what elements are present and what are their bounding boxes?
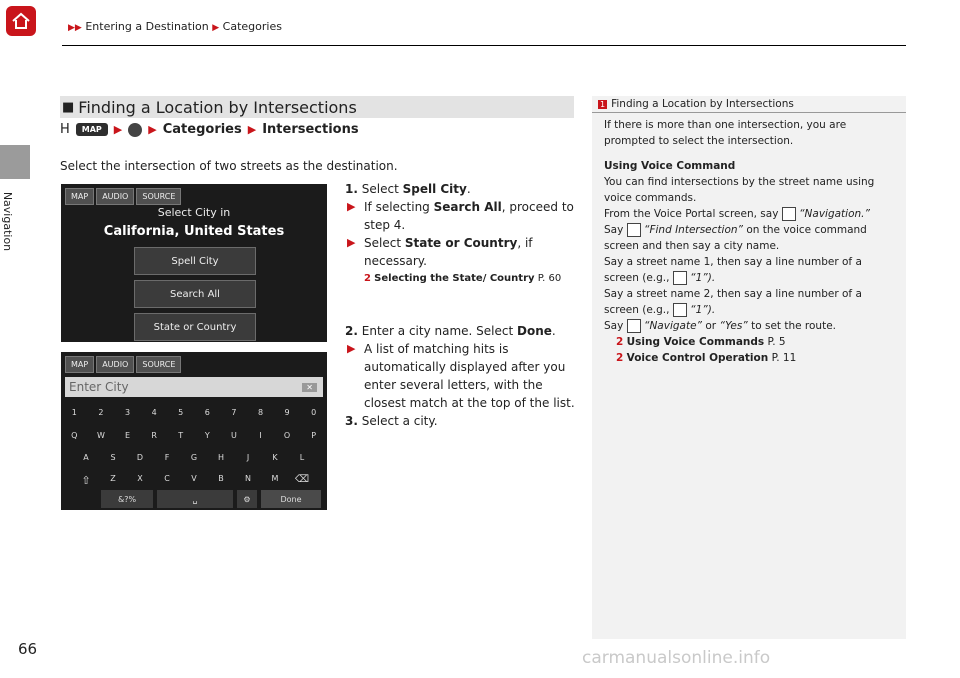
path-intersections: Intersections <box>262 122 359 137</box>
key: N <box>245 474 251 483</box>
key: T <box>178 431 184 440</box>
tab-source: SOURCE <box>136 188 181 205</box>
key: V <box>191 474 197 483</box>
screenshot-enter-city <box>61 352 327 510</box>
keyboard-row-qwerty <box>61 431 327 440</box>
tab-audio: AUDIO <box>96 356 134 373</box>
key: D <box>136 453 144 462</box>
key: B <box>218 474 224 483</box>
arrow-icon: ▶ <box>347 200 356 213</box>
note-paragraph: Say a street name 2, then say a line number of a screen (e.g., “1”). <box>604 288 862 316</box>
step-2 <box>345 322 575 340</box>
key: O <box>283 431 291 440</box>
keyboard-row-asdf <box>61 453 327 462</box>
breadcrumb-arrow-icon: ▶▶ <box>68 23 82 33</box>
note-heading <box>592 96 906 113</box>
reference-arrow-icon: 2 <box>364 273 371 284</box>
note-paragraph: Say “Navigate” or “Yes” to set the route. <box>604 320 837 332</box>
note-paragraph: Say “Find Intersection” on the voice command screen and then say a city name. <box>604 224 867 252</box>
screen-prompt: Select City in <box>157 206 231 219</box>
breadcrumb-item-entering[interactable]: Entering a Destination <box>85 20 209 33</box>
header-rule <box>62 45 906 46</box>
path-categories: Categories <box>162 122 242 137</box>
key: 6 <box>204 408 210 417</box>
key: 1 <box>71 408 77 417</box>
map-button: MAP <box>76 123 108 136</box>
key: P <box>311 431 317 440</box>
key: A <box>83 453 89 462</box>
state-or-country-button: State or Country <box>134 313 256 341</box>
side-label: Navigation <box>1 191 15 252</box>
settings-icon: ⚙ <box>237 490 257 508</box>
key: 5 <box>178 408 184 417</box>
path-arrow-icon: ▶ <box>247 123 257 136</box>
key: Q <box>71 431 78 440</box>
breadcrumb-arrow-icon: ▶ <box>212 23 220 33</box>
note-marker-icon: 1 <box>600 99 606 109</box>
reference-arrow-icon: 2 <box>616 336 624 348</box>
note-body <box>592 113 906 366</box>
navigation-path <box>60 122 359 137</box>
voice-talk-icon <box>782 207 796 221</box>
spell-city-button: Spell City <box>134 247 256 275</box>
arrow-icon: ▶ <box>347 342 356 355</box>
key: 3 <box>124 408 131 417</box>
home-symbol-icon: H <box>60 122 70 137</box>
backspace-icon: ⌫ <box>294 474 310 485</box>
step-text: Select a city. <box>361 414 438 428</box>
step-number: 2. <box>345 324 358 338</box>
key: F <box>164 453 170 462</box>
key: S <box>110 453 116 462</box>
voice-talk-icon <box>673 271 687 285</box>
path-arrow-icon: ▶ <box>148 123 157 136</box>
tab-source: SOURCE <box>136 356 181 373</box>
side-tab <box>0 145 30 179</box>
step-text: If selecting <box>364 200 434 214</box>
step-text: Select <box>361 182 403 196</box>
tab-audio: AUDIO <box>96 188 134 205</box>
home-icon <box>11 12 31 30</box>
step-bold: Spell City <box>402 182 467 196</box>
key: 4 <box>151 408 157 417</box>
step-1a <box>345 198 575 234</box>
step-text: A list of matching hits is automatically displayed after you enter several letters, with the closest match at the top of the list. <box>364 342 575 410</box>
note-reference-1[interactable]: 2 Using Voice Commands P. 5 <box>616 336 786 348</box>
search-all-button: Search All <box>134 280 256 308</box>
note-paragraph: From the Voice Portal screen, say “Navigation.” <box>604 208 870 220</box>
voice-heading: Using Voice Command <box>604 160 736 172</box>
step-1-reference[interactable] <box>345 270 575 288</box>
search-icon <box>128 123 142 137</box>
step-bold: State or Country <box>404 236 518 250</box>
reference-link[interactable]: Selecting the State/ Country <box>374 273 535 284</box>
step-text: , proceed to step 4. <box>364 200 574 232</box>
note-paragraph: Say a street name 1, then say a line number of a screen (e.g., “1”). <box>604 256 862 284</box>
done-key: Done <box>261 490 321 508</box>
breadcrumb <box>68 20 282 33</box>
reference-page: P. 60 <box>537 273 562 284</box>
key: X <box>137 474 143 483</box>
step-text: . <box>466 182 471 196</box>
note-paragraph: You can find intersections by the street name using voice commands. <box>604 176 875 204</box>
step-text: Enter a city name. Select <box>361 324 517 338</box>
keyboard-bottom-row <box>101 490 321 508</box>
key: I <box>259 431 262 440</box>
enter-city-placeholder: Enter City <box>69 380 129 394</box>
key: C <box>164 474 170 483</box>
key: Z <box>110 474 116 483</box>
step-number: 1. <box>345 182 358 196</box>
key: E <box>124 431 131 440</box>
step-text: Select <box>364 236 405 250</box>
key: R <box>151 431 157 440</box>
key: K <box>272 453 278 462</box>
key: M <box>271 474 279 483</box>
voice-talk-icon <box>627 223 641 237</box>
enter-city-field <box>65 377 323 397</box>
path-arrow-icon: ▶ <box>113 123 123 136</box>
tab-map: MAP <box>65 356 94 373</box>
voice-talk-icon <box>673 303 687 317</box>
step-1b <box>345 234 575 270</box>
breadcrumb-item-categories[interactable]: Categories <box>222 20 282 33</box>
step-1 <box>345 180 575 198</box>
watermark: carmanualsonline.info <box>582 648 771 668</box>
key: 2 <box>98 408 104 417</box>
key: 7 <box>231 408 237 417</box>
step-3 <box>345 412 575 430</box>
steps <box>345 180 575 430</box>
step-text: , if necessary. <box>364 236 533 268</box>
key: L <box>299 453 305 462</box>
keyboard-row-zxcv <box>61 474 327 487</box>
screen-tab-bar <box>65 188 181 205</box>
key: G <box>190 453 198 462</box>
step-bold: Done <box>517 324 552 338</box>
note-title: Finding a Location by Intersections <box>611 98 794 110</box>
voice-talk-icon <box>627 319 641 333</box>
arrow-icon: ▶ <box>347 236 356 249</box>
section-heading <box>60 96 574 118</box>
step-2a <box>345 340 575 412</box>
key: W <box>96 431 105 440</box>
intro-text: Select the intersection of two streets as the destination. <box>60 159 398 173</box>
key: 8 <box>257 408 264 417</box>
shift-icon: ⇧ <box>81 474 91 487</box>
step-number: 3. <box>345 414 358 428</box>
key: H <box>217 453 224 462</box>
section-title: Finding a Location by Intersections <box>78 97 357 117</box>
symbols-key: &?% <box>101 490 153 508</box>
note-reference-2[interactable]: 2 Voice Control Operation P. 11 <box>616 352 797 364</box>
reference-arrow-icon: 2 <box>616 352 624 364</box>
reference-link[interactable]: Using Voice Commands <box>626 336 765 348</box>
key: Y <box>204 431 210 440</box>
tab-map: MAP <box>65 188 94 205</box>
screenshot-select-city <box>61 184 327 342</box>
key: 0 <box>311 408 317 417</box>
keyboard-row-numbers <box>61 408 327 417</box>
note-paragraph: If there is more than one intersection, you are prompted to select the intersection. <box>604 119 847 147</box>
screen-tab-bar <box>65 356 181 373</box>
clear-icon: ✕ <box>302 383 317 392</box>
side-note <box>592 96 906 639</box>
screen-location: California, United States <box>103 224 285 239</box>
reference-link[interactable]: Voice Control Operation <box>626 352 769 364</box>
step-bold: Search All <box>433 200 502 214</box>
key: U <box>230 431 237 440</box>
page-number: 66 <box>18 640 38 658</box>
key: 9 <box>284 408 290 417</box>
space-key: ␣ <box>157 490 233 508</box>
step-text: . <box>551 324 556 338</box>
square-bullet-icon: ■ <box>62 99 75 115</box>
home-button[interactable] <box>6 6 36 36</box>
key: J <box>246 453 250 462</box>
